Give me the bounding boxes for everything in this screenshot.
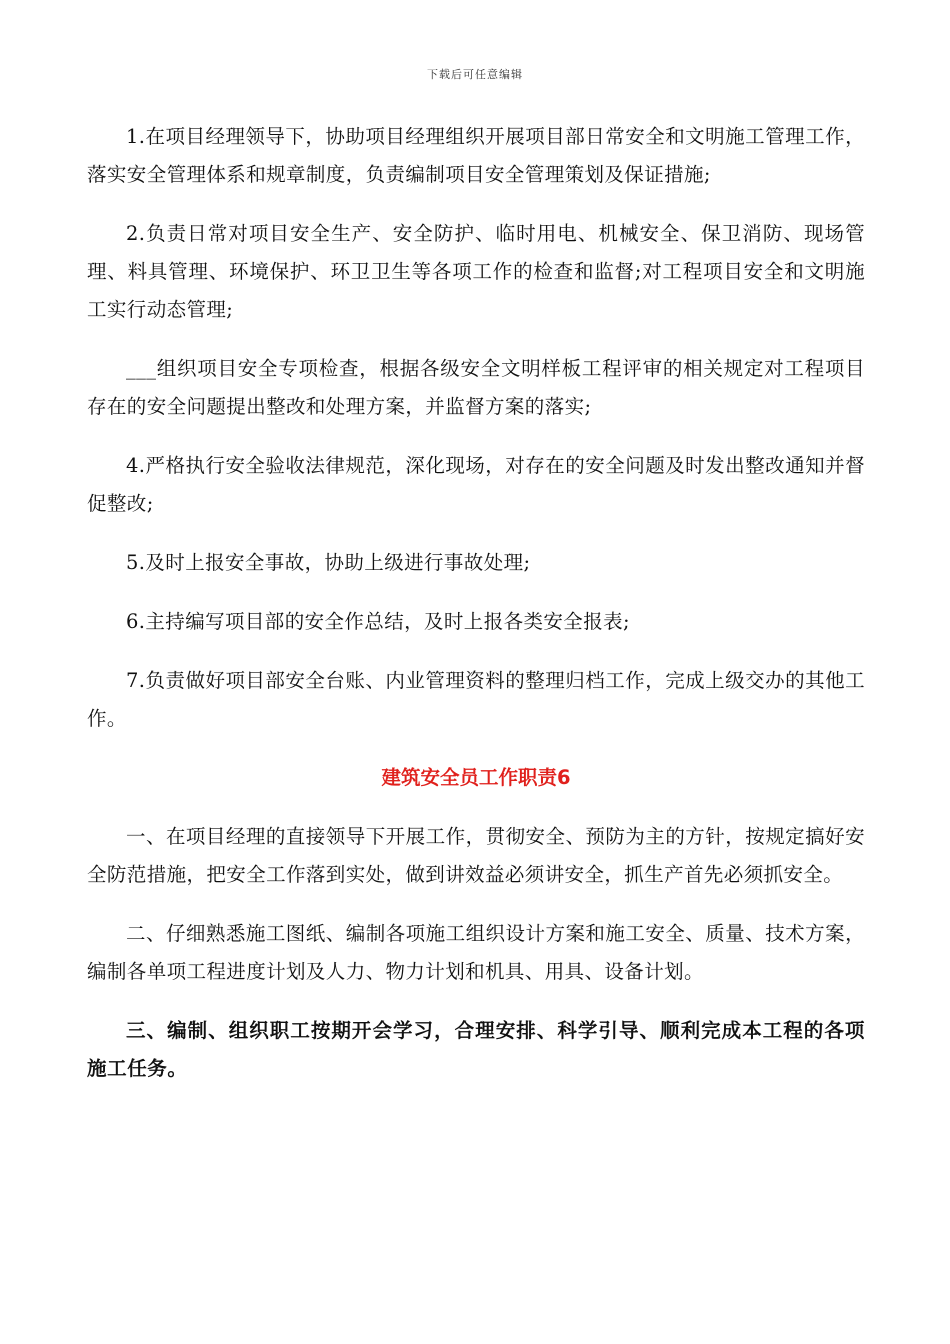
duty-item-6: 6.主持编写项目部的安全作总结，及时上报各类安全报表; — [126, 610, 630, 633]
duty-item-1: 1.在项目经理领导下，协助项目经理组织开展项目部日常安全和文明施工管理工作，落实安全管理体系和规章制度，负责编制项目安全管理策划及保证措施; — [87, 125, 865, 186]
duty-item-3: ___组织项目安全专项检查，根据各级安全文明样板工程评审的相关规定对工程项目存在的安全问题提出整改和处理方案，并监督方案的落实; — [87, 357, 865, 418]
duty-item-4: 4.严格执行安全验收法律规范，深化现场，对存在的安全问题及时发出整改通知并督促整改; — [87, 454, 865, 515]
section-title: 建筑安全员工作职责6 — [381, 766, 571, 789]
duty-item-5: 5.及时上报安全事故，协助上级进行事故处理; — [126, 551, 531, 574]
document-body — [87, 118, 865, 1109]
section-item-1: 一、在项目经理的直接领导下开展工作，贯彻安全、预防为主的方针，按规定搞好安全防范措施，把安全工作落到实处，做到讲效益必须讲安全，抓生产首先必须抓安全。 — [87, 825, 865, 886]
header-note: 下载后可任意编辑 — [427, 68, 523, 81]
section-item-3: 三、编制、组织职工按期开会学习，合理安排、科学引导、顺利完成本工程的各项施工任务。 — [87, 1019, 865, 1080]
section-item-2: 二、仔细熟悉施工图纸、编制各项施工组织设计方案和施工安全、质量、技术方案，编制各单项工程进度计划及人力、物力计划和机具、用具、设备计划。 — [87, 922, 865, 983]
duty-item-7: 7.负责做好项目部安全台账、内业管理资料的整理归档工作，完成上级交办的其他工作。 — [87, 669, 865, 730]
duty-item-2: 2.负责日常对项目安全生产、安全防护、临时用电、机械安全、保卫消防、现场管理、料具管理、环境保护、环卫卫生等各项工作的检查和监督;对工程项目安全和文明施工实行动态管理; — [87, 222, 865, 321]
